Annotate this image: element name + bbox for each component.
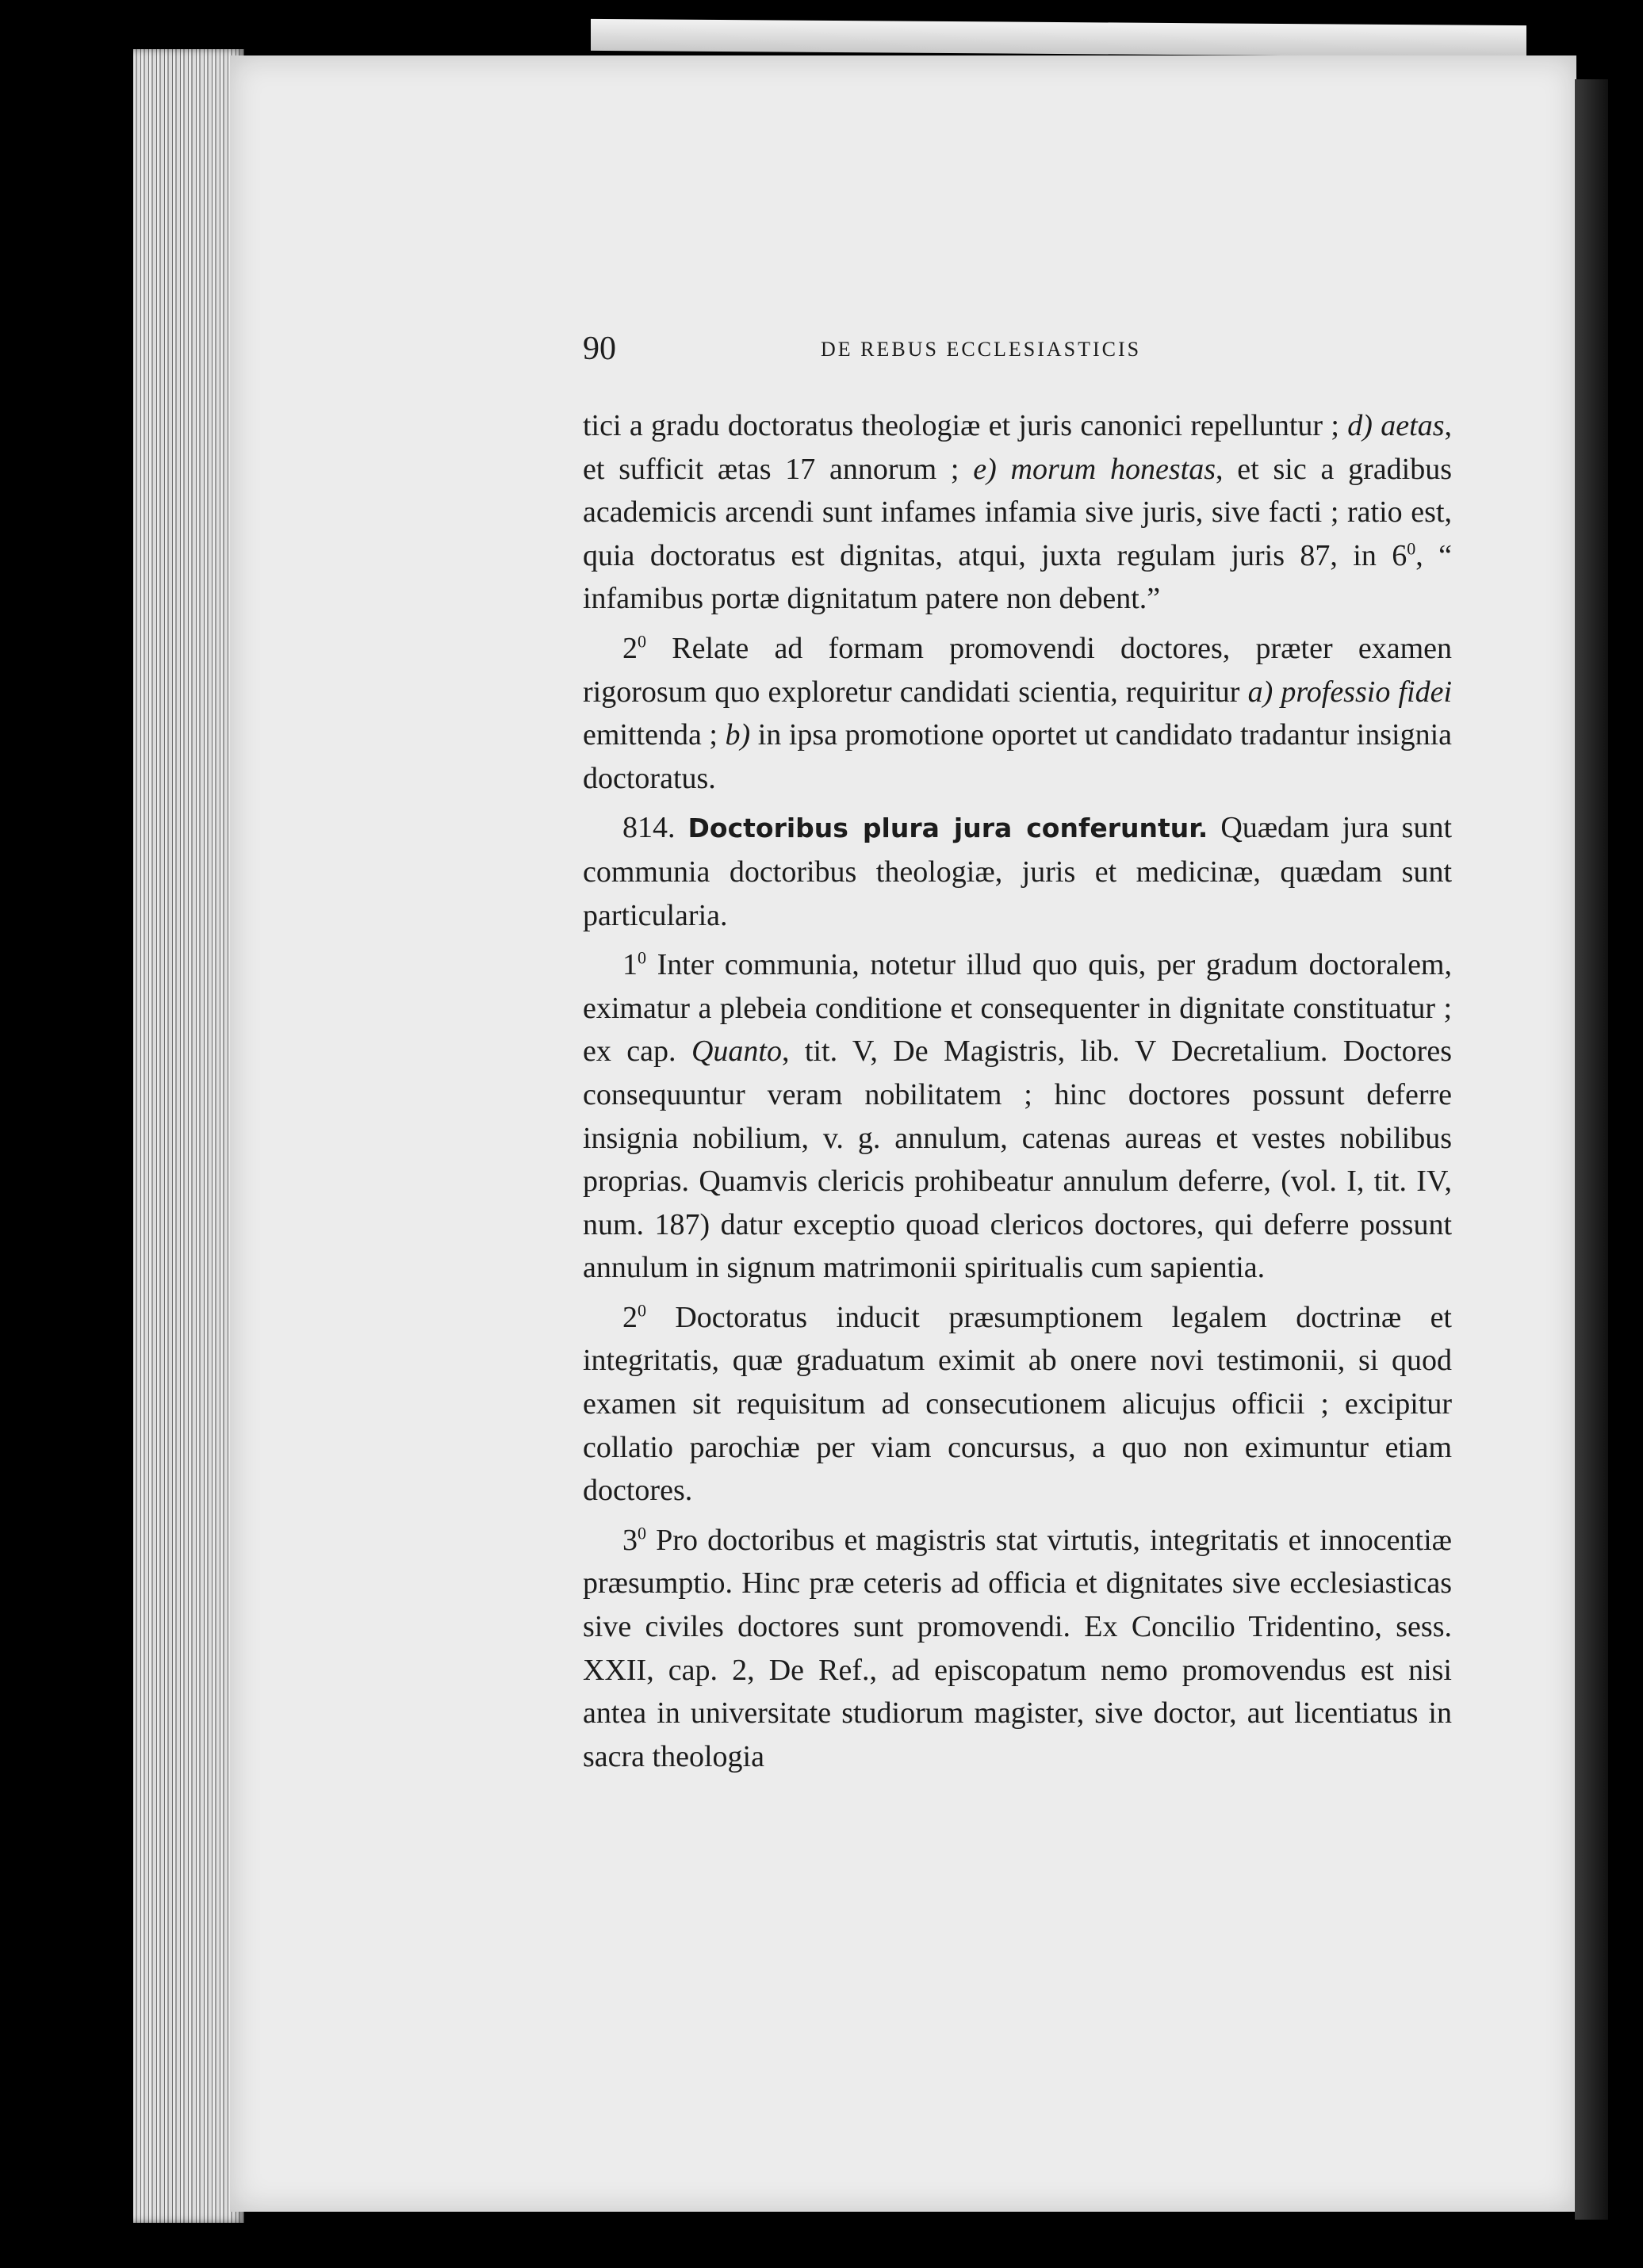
text-run: tici a gradu doctoratus theologiæ et juris canonici repelluntur ;	[583, 409, 1348, 442]
ordinal-superscript: 0	[638, 1300, 646, 1321]
paragraph	[583, 943, 1452, 1290]
paragraph	[583, 627, 1452, 800]
italic-text: e) morum honestas	[973, 452, 1216, 486]
page-number: 90	[583, 331, 616, 367]
paragraph	[583, 404, 1452, 621]
text-run: Inter communia, notetur illud quo quis, per gradum doctoralem, eximatur a plebeia conditione et consequenter in dignitate constituatur ; ex cap.	[583, 948, 1452, 1069]
running-head	[583, 330, 1452, 373]
facing-page-edge	[591, 19, 1526, 57]
text-run: in ipsa promotione oportet ut candidato tradantur insignia doctoratus.	[583, 718, 1453, 795]
text-run: emittenda ;	[583, 718, 726, 752]
ordinal-superscript: 0	[1407, 538, 1416, 559]
ordinal-superscript: 0	[638, 631, 646, 652]
text-run: , et sic a gradibus academicis arcendi sunt infames infamia sive juris, sive facti ; ratio est, quia doctoratus est dignitas, atqui, juxta regulam juris 87, in 6	[583, 452, 1452, 572]
italic-text: Quanto	[691, 1035, 782, 1069]
text-run: 2	[622, 631, 638, 665]
text-run: Doctoratus inducit præsumptionem legalem doctrinæ et integritatis, quæ graduatum eximit ab onere novi testimonii, si quod examen sit requisitum ad consecutionem alicujus officii ; excipitur collatio parochiæ per viam concursus, a quo non eximuntur etiam doctores.	[583, 1300, 1452, 1508]
text-run: Quædam jura sunt communia doctoribus theologiæ, juris et medicinæ, quædam sunt particularia.	[583, 811, 1452, 932]
italic-text: d) aetas	[1347, 409, 1445, 442]
paragraph	[583, 806, 1452, 937]
book-page-edges	[133, 49, 244, 2223]
ordinal-superscript: 0	[638, 1523, 646, 1543]
text-run: , tit. V, De Magistris, lib. V Decretalium. Doctores consequuntur veram nobilitatem ; hinc doctores possunt deferre insignia nobilium, v. g. annulum, catenas aureas et vestes nobilibus proprias. Quamvis clericis prohibeatur annulum deferre, (vol. I, tit. IV, num. 187) datur exceptio quoad clericos doctores, qui deferre possunt annulum in signum matrimonii spiritualis cum sapientia.	[583, 1035, 1452, 1285]
ordinal-superscript: 0	[638, 947, 646, 968]
text-run: 814.	[622, 811, 688, 845]
paragraph	[583, 1519, 1452, 1779]
text-run: 3	[622, 1523, 638, 1557]
italic-text: a) professio fidei	[1247, 675, 1452, 709]
text-run: 1	[622, 948, 638, 982]
body-text	[583, 404, 1452, 1778]
paragraph	[583, 1296, 1452, 1513]
book-gutter-shadow	[1575, 79, 1608, 2220]
text-run: Relate ad formam promovendi doctores, præter examen rigorosum quo exploretur candidati scientia, requiritur	[583, 631, 1452, 709]
italic-text: b)	[725, 718, 751, 752]
text-run: , et sufficit ætas 17 annorum ;	[583, 409, 1452, 486]
section-heading: Doctoribus plura jura conferuntur.	[687, 813, 1208, 844]
text-run: 2	[622, 1300, 638, 1334]
text-run: , “ infamibus portæ dignitatum patere non debent.”	[583, 538, 1452, 616]
text-run: Pro doctoribus et magistris stat virtutis, integritatis et innocentiæ præsumptio. Hinc præ ceteris ad officia et dignitates sive ecclesiasticas sive civiles doctores sunt promovendi. Ex Concilio Tridentino, sess. XXII, cap. 2, De Ref., ad episcopatum nemo promovendus est nisi antea in universitate studiorum magister, sive doctor, aut licentiatus in sacra theologia	[583, 1523, 1452, 1773]
running-title: DE REBUS ECCLESIASTICIS	[821, 338, 1142, 361]
